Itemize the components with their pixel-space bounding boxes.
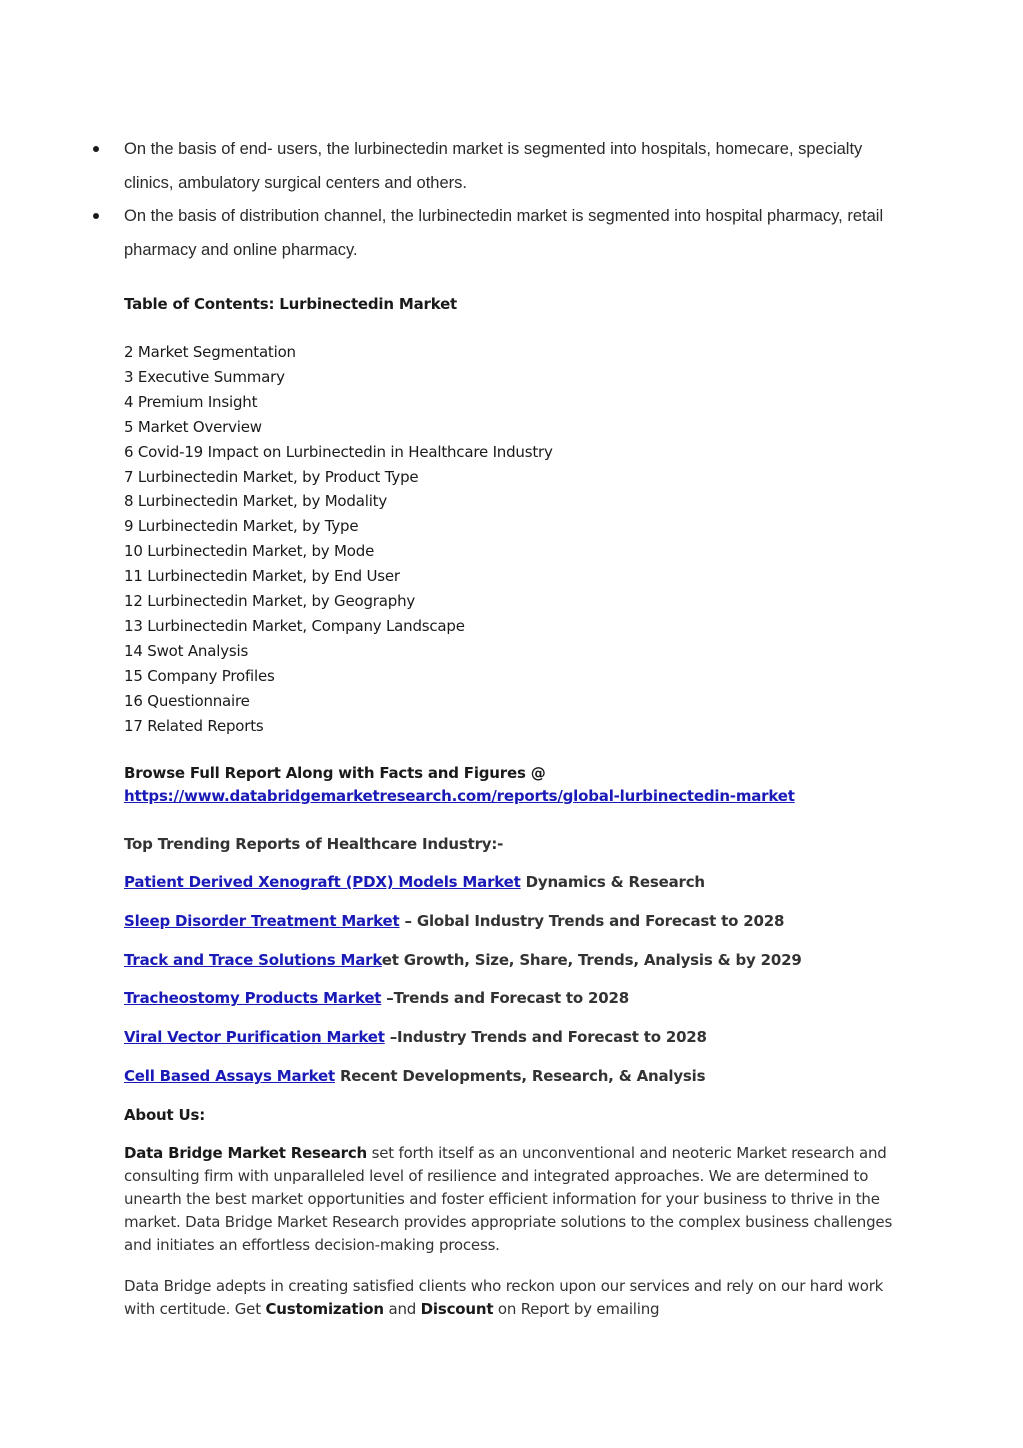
report-link-pdx-models[interactable]: Patient Derived Xenograft (PDX) Models Market bbox=[124, 873, 521, 891]
report-link-cell-based-assays[interactable]: Cell Based Assays Market bbox=[124, 1066, 335, 1085]
bullet-dot-icon bbox=[93, 213, 99, 219]
trending-report-item bbox=[124, 910, 802, 949]
toc-item: 10 Lurbinectedin Market, by Mode bbox=[124, 542, 375, 561]
report-description: Recent Developments, Research, & Analysis bbox=[334, 1066, 706, 1085]
toc-item: 12 Lurbinectedin Market, by Geography bbox=[124, 592, 416, 611]
toc-item: 11 Lurbinectedin Market, by End User bbox=[124, 567, 400, 586]
about-us-heading: About Us: bbox=[124, 1106, 206, 1124]
report-description: Dynamics & Research bbox=[520, 873, 705, 891]
toc-item: 5 Market Overview bbox=[124, 417, 262, 436]
toc-item: 2 Market Segmentation bbox=[124, 343, 296, 361]
toc-item: 13 Lurbinectedin Market, Company Landscape bbox=[124, 616, 465, 635]
company-name: Data Bridge Market Research bbox=[124, 1144, 368, 1162]
trending-report-item bbox=[124, 1065, 802, 1104]
trending-report-item bbox=[124, 871, 802, 910]
trending-report-item bbox=[124, 1026, 802, 1065]
contact-text: on Report by emailing bbox=[493, 1300, 660, 1318]
bullet-item bbox=[90, 133, 890, 200]
trending-reports-heading: Top Trending Reports of Healthcare Industry:- bbox=[124, 835, 504, 853]
toc-item: 3 Executive Summary bbox=[124, 367, 285, 386]
report-link-viral-vector[interactable]: Viral Vector Purification Market bbox=[124, 1028, 385, 1047]
bullet-dot-icon bbox=[93, 146, 99, 152]
bullet-text: On the basis of distribution channel, the lurbinectedin market is segmented into hospital pharmacy, retail pharmacy and online pharmacy. bbox=[124, 207, 884, 259]
about-paragraph bbox=[124, 1142, 914, 1257]
toc-heading: Table of Contents: Lurbinectedin Market bbox=[124, 295, 458, 313]
toc-item: 4 Premium Insight bbox=[124, 392, 258, 411]
about-paragraph-text: set forth itself as an unconventional and neoteric Market research and consulting firm with unparalleled level of resilience and integrated approaches. We are determined to unearth the best market opportunities and foster efficient information for your business to thrive in the market. Data Bridge Market Research provides appropriate solutions to the complex business challenges and initiates an effortless decision-making process. bbox=[124, 1144, 893, 1254]
report-link-track-and-trace[interactable]: Track and Trace Solutions Mark bbox=[124, 950, 382, 969]
customization-text: Customization bbox=[265, 1300, 384, 1318]
bullet-text: On the basis of end- users, the lurbinectedin market is segmented into hospitals, homecare, specialty clinics, ambulatory surgical centers and others. bbox=[124, 140, 863, 192]
report-description: –Industry Trends and Forecast to 2028 bbox=[384, 1028, 707, 1047]
bullet-item bbox=[90, 200, 890, 267]
report-description: et Growth, Size, Share, Trends, Analysis & by 2029 bbox=[381, 950, 802, 969]
toc-item: 15 Company Profiles bbox=[124, 666, 275, 685]
toc-item: 16 Questionnaire bbox=[124, 691, 250, 710]
browse-report-label: Browse Full Report Along with Facts and Figures @ bbox=[124, 764, 546, 782]
contact-text: and bbox=[383, 1300, 421, 1318]
trending-reports-list bbox=[124, 871, 802, 1104]
toc-item: 7 Lurbinectedin Market, by Product Type bbox=[124, 467, 419, 486]
report-description: – Global Industry Trends and Forecast to 2028 bbox=[399, 911, 785, 930]
toc-list bbox=[124, 340, 553, 739]
toc-item: 17 Related Reports bbox=[124, 716, 264, 735]
discount-text: Discount bbox=[420, 1300, 494, 1318]
toc-item: 9 Lurbinectedin Market, by Type bbox=[124, 517, 359, 536]
browse-report-block bbox=[124, 762, 795, 808]
toc-item: 14 Swot Analysis bbox=[124, 641, 249, 660]
trending-report-item bbox=[124, 949, 802, 988]
report-url-link[interactable]: https://www.databridgemarketresearch.com/reports/global-lurbinectedin-market bbox=[124, 787, 795, 805]
contact-paragraph bbox=[124, 1275, 914, 1321]
report-description: –Trends and Forecast to 2028 bbox=[381, 989, 629, 1008]
report-link-tracheostomy[interactable]: Tracheostomy Products Market bbox=[124, 989, 382, 1008]
contact-text: Data Bridge adepts in creating satisfied clients who reckon upon our services and rely on our hard work with certitude. Get bbox=[124, 1277, 884, 1318]
toc-item: 6 Covid-19 Impact on Lurbinectedin in Healthcare Industry bbox=[124, 442, 553, 461]
toc-item: 8 Lurbinectedin Market, by Modality bbox=[124, 492, 388, 511]
report-link-sleep-disorder[interactable]: Sleep Disorder Treatment Market bbox=[124, 911, 400, 930]
segmentation-bullet-list bbox=[90, 133, 890, 267]
trending-report-item bbox=[124, 987, 802, 1026]
